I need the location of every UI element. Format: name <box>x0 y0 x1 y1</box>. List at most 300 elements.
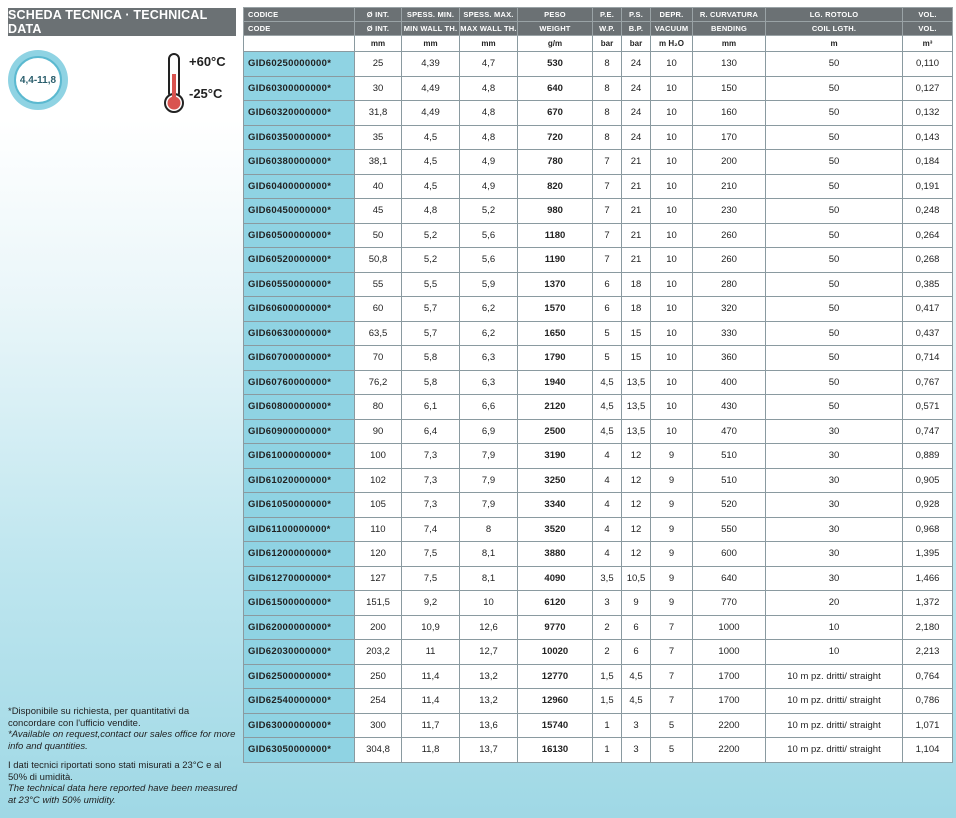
header_en-cell: CODE <box>244 22 355 36</box>
table-cell: 50 <box>766 125 903 150</box>
product-code-cell: GID60250000000* <box>244 52 355 77</box>
table-cell: 3 <box>622 738 651 763</box>
table-cell: 1570 <box>518 297 593 322</box>
table-cell: 11,8 <box>402 738 460 763</box>
table-cell: 1 <box>593 713 622 738</box>
table-cell: 6 <box>593 297 622 322</box>
table-cell: 7,9 <box>460 493 518 518</box>
table-cell: 1370 <box>518 272 593 297</box>
table-cell: 6 <box>593 272 622 297</box>
table-cell: 90 <box>355 419 402 444</box>
table-cell: 360 <box>693 346 766 371</box>
table-cell: 550 <box>693 517 766 542</box>
table-row <box>244 174 953 199</box>
table-cell: 4,5 <box>593 370 622 395</box>
table-cell: 40 <box>355 174 402 199</box>
header_en-cell: WEIGHT <box>518 22 593 36</box>
table-cell: 0,928 <box>903 493 953 518</box>
table-cell: 5,7 <box>402 297 460 322</box>
table-cell: 9,2 <box>402 591 460 616</box>
table-cell: 55 <box>355 272 402 297</box>
table-cell: 980 <box>518 199 593 224</box>
table-cell: 0,764 <box>903 664 953 689</box>
table-cell: 10 <box>651 248 693 273</box>
header_it-cell: PESO <box>518 8 593 22</box>
table-cell: 10020 <box>518 640 593 665</box>
table-cell: 150 <box>693 76 766 101</box>
header_it-cell: P.E. <box>593 8 622 22</box>
table-cell: 0,767 <box>903 370 953 395</box>
table-cell: 50 <box>766 199 903 224</box>
table-cell: 11,4 <box>402 664 460 689</box>
table-cell: 10 <box>651 76 693 101</box>
table-cell: 6,3 <box>460 370 518 395</box>
header_en-cell: VACUUM <box>651 22 693 36</box>
table-cell: 1,104 <box>903 738 953 763</box>
table-row <box>244 689 953 714</box>
sheet-title: SCHEDA TECNICA · TECHNICAL DATA <box>8 8 236 36</box>
table-cell: 10 <box>651 297 693 322</box>
table-row <box>244 493 953 518</box>
table-cell: 18 <box>622 297 651 322</box>
table-cell: 9770 <box>518 615 593 640</box>
header-row-english <box>244 22 953 36</box>
product-code-cell: GID60400000000* <box>244 174 355 199</box>
table-row <box>244 199 953 224</box>
table-cell: 2500 <box>518 419 593 444</box>
table-row <box>244 615 953 640</box>
table-cell: 254 <box>355 689 402 714</box>
table-cell: 2200 <box>693 713 766 738</box>
table-cell: 10 <box>651 395 693 420</box>
table-cell: 13,5 <box>622 395 651 420</box>
table-cell: 12 <box>622 444 651 469</box>
table-cell: 0,268 <box>903 248 953 273</box>
table-cell: 10 m pz. dritti/ straight <box>766 664 903 689</box>
table-cell: 15 <box>622 346 651 371</box>
table-cell: 6,2 <box>460 297 518 322</box>
table-body <box>244 52 953 763</box>
table-cell: 10 <box>651 174 693 199</box>
product-code-cell: GID60800000000* <box>244 395 355 420</box>
table-cell: 10 <box>460 591 518 616</box>
table-row <box>244 640 953 665</box>
table-cell: 10 <box>651 346 693 371</box>
header_it-cell: DEPR. <box>651 8 693 22</box>
table-cell: 0,889 <box>903 444 953 469</box>
table-cell: 12,7 <box>460 640 518 665</box>
header_it-cell: SPESS. MIN. <box>402 8 460 22</box>
table-cell: 20 <box>766 591 903 616</box>
header_en-cell: VOL. <box>903 22 953 36</box>
table-cell: 110 <box>355 517 402 542</box>
table-row <box>244 468 953 493</box>
table-cell: 12 <box>622 468 651 493</box>
table-row <box>244 52 953 77</box>
units-cell: bar <box>593 36 622 52</box>
table-row <box>244 517 953 542</box>
table-cell: 7 <box>651 615 693 640</box>
table-cell: 1,5 <box>593 689 622 714</box>
table-cell: 10 m pz. dritti/ straight <box>766 738 903 763</box>
table-cell: 50 <box>766 321 903 346</box>
measurement-note-en: The technical data here reported have been measured at 23°C with 50% umidity. <box>8 783 238 806</box>
technical-data-table-wrapper <box>243 7 952 763</box>
table-cell: 260 <box>693 223 766 248</box>
table-cell: 10 m pz. dritti/ straight <box>766 689 903 714</box>
table-cell: 10 m pz. dritti/ straight <box>766 713 903 738</box>
product-code-cell: GID60500000000* <box>244 223 355 248</box>
table-cell: 1180 <box>518 223 593 248</box>
table-cell: 0,248 <box>903 199 953 224</box>
table-cell: 10 <box>766 615 903 640</box>
table-cell: 13,5 <box>622 370 651 395</box>
technical-data-table <box>243 7 953 763</box>
table-cell: 5,2 <box>460 199 518 224</box>
product-code-cell: GID60520000000* <box>244 248 355 273</box>
table-cell: 510 <box>693 468 766 493</box>
table-row <box>244 125 953 150</box>
table-cell: 100 <box>355 444 402 469</box>
table-cell: 170 <box>693 125 766 150</box>
table-cell: 520 <box>693 493 766 518</box>
table-row <box>244 395 953 420</box>
table-cell: 200 <box>355 615 402 640</box>
table-cell: 10,5 <box>622 566 651 591</box>
table-cell: 4,7 <box>460 52 518 77</box>
table-cell: 8 <box>593 76 622 101</box>
table-cell: 50 <box>766 272 903 297</box>
table-cell: 7 <box>593 150 622 175</box>
header_en-cell: COIL LGTH. <box>766 22 903 36</box>
table-cell: 1,372 <box>903 591 953 616</box>
product-code-cell: GID61050000000* <box>244 493 355 518</box>
table-cell: 3250 <box>518 468 593 493</box>
table-row <box>244 738 953 763</box>
header_en-cell: MAX WALL TH. <box>460 22 518 36</box>
table-cell: 400 <box>693 370 766 395</box>
table-row <box>244 346 953 371</box>
table-cell: 24 <box>622 125 651 150</box>
product-code-cell: GID61020000000* <box>244 468 355 493</box>
table-row <box>244 713 953 738</box>
table-cell: 9 <box>651 566 693 591</box>
table-cell: 15 <box>622 321 651 346</box>
table-cell: 10 <box>651 52 693 77</box>
table-cell: 4,5 <box>402 125 460 150</box>
table-cell: 105 <box>355 493 402 518</box>
table-cell: 5,7 <box>402 321 460 346</box>
diameter-range-label: 4,4-11,8 <box>14 56 62 104</box>
table-cell: 530 <box>518 52 593 77</box>
table-cell: 0,127 <box>903 76 953 101</box>
table-cell: 7 <box>593 223 622 248</box>
table-cell: 18 <box>622 272 651 297</box>
table-cell: 5,6 <box>460 248 518 273</box>
table-cell: 0,417 <box>903 297 953 322</box>
table-cell: 10 <box>651 101 693 126</box>
table-cell: 50 <box>766 370 903 395</box>
table-cell: 1 <box>593 738 622 763</box>
table-cell: 9 <box>651 542 693 567</box>
table-cell: 7,3 <box>402 468 460 493</box>
table-cell: 4 <box>593 444 622 469</box>
table-cell: 50 <box>766 395 903 420</box>
product-code-cell: GID60900000000* <box>244 419 355 444</box>
table-cell: 2,180 <box>903 615 953 640</box>
units-cell: m³ <box>903 36 953 52</box>
table-cell: 210 <box>693 174 766 199</box>
availability-note-it: *Disponibile su richiesta, per quantitativi da concordare con l'ufficio vendite. <box>8 706 190 729</box>
table-cell: 8 <box>593 101 622 126</box>
table-row <box>244 664 953 689</box>
table-cell: 160 <box>693 101 766 126</box>
diameter-range-badge <box>8 50 68 110</box>
table-cell: 430 <box>693 395 766 420</box>
table-cell: 12960 <box>518 689 593 714</box>
table-cell: 4,5 <box>402 150 460 175</box>
table-row <box>244 370 953 395</box>
product-code-cell: GID61000000000* <box>244 444 355 469</box>
product-code-cell: GID61100000000* <box>244 517 355 542</box>
table-cell: 5,6 <box>460 223 518 248</box>
table-cell: 50 <box>766 346 903 371</box>
table-row <box>244 76 953 101</box>
table-cell: 12770 <box>518 664 593 689</box>
table-cell: 45 <box>355 199 402 224</box>
units-cell: mm <box>693 36 766 52</box>
table-cell: 10 <box>651 150 693 175</box>
product-code-cell: GID62030000000* <box>244 640 355 665</box>
table-cell: 50 <box>766 174 903 199</box>
table-cell: 4,8 <box>460 125 518 150</box>
table-cell: 4,5 <box>622 689 651 714</box>
table-row <box>244 223 953 248</box>
table-cell: 8 <box>460 517 518 542</box>
table-cell: 76,2 <box>355 370 402 395</box>
table-row <box>244 542 953 567</box>
table-cell: 21 <box>622 174 651 199</box>
product-code-cell: GID61270000000* <box>244 566 355 591</box>
table-cell: 50 <box>766 297 903 322</box>
table-cell: 7,5 <box>402 542 460 567</box>
units-cell: m H₂O <box>651 36 693 52</box>
table-cell: 50 <box>766 76 903 101</box>
table-cell: 3340 <box>518 493 593 518</box>
table-cell: 9 <box>622 591 651 616</box>
table-cell: 10 <box>766 640 903 665</box>
table-cell: 600 <box>693 542 766 567</box>
product-code-cell: GID60760000000* <box>244 370 355 395</box>
table-cell: 21 <box>622 150 651 175</box>
product-code-cell: GID60380000000* <box>244 150 355 175</box>
table-cell: 2200 <box>693 738 766 763</box>
table-row <box>244 297 953 322</box>
units-cell <box>244 36 355 52</box>
product-code-cell: GID62500000000* <box>244 664 355 689</box>
table-cell: 250 <box>355 664 402 689</box>
table-cell: 6,4 <box>402 419 460 444</box>
units-cell: g/m <box>518 36 593 52</box>
table-cell: 50 <box>355 223 402 248</box>
table-cell: 5,8 <box>402 370 460 395</box>
table-cell: 4 <box>593 493 622 518</box>
table-cell: 7 <box>593 199 622 224</box>
table-cell: 21 <box>622 223 651 248</box>
table-cell: 470 <box>693 419 766 444</box>
table-cell: 50 <box>766 248 903 273</box>
header_it-cell: LG. ROTOLO <box>766 8 903 22</box>
table-cell: 0,184 <box>903 150 953 175</box>
table-cell: 320 <box>693 297 766 322</box>
units-row <box>244 36 953 52</box>
product-code-cell: GID60630000000* <box>244 321 355 346</box>
table-cell: 9 <box>651 444 693 469</box>
table-cell: 2,213 <box>903 640 953 665</box>
table-cell: 0,143 <box>903 125 953 150</box>
product-code-cell: GID61500000000* <box>244 591 355 616</box>
table-cell: 4,5 <box>593 395 622 420</box>
table-cell: 50 <box>766 150 903 175</box>
table-row <box>244 591 953 616</box>
table-cell: 1650 <box>518 321 593 346</box>
header_it-cell: P.S. <box>622 8 651 22</box>
table-cell: 0,905 <box>903 468 953 493</box>
product-code-cell: GID60350000000* <box>244 125 355 150</box>
table-cell: 11,7 <box>402 713 460 738</box>
table-cell: 10 <box>651 419 693 444</box>
units-cell: bar <box>622 36 651 52</box>
table-cell: 60 <box>355 297 402 322</box>
header_it-cell: R. CURVATURA <box>693 8 766 22</box>
table-cell: 9 <box>651 493 693 518</box>
thermometer-icon <box>160 52 188 114</box>
table-cell: 13,2 <box>460 689 518 714</box>
table-cell: 0,437 <box>903 321 953 346</box>
table-cell: 0,968 <box>903 517 953 542</box>
table-cell: 8,1 <box>460 542 518 567</box>
table-cell: 13,2 <box>460 664 518 689</box>
table-cell: 0,786 <box>903 689 953 714</box>
table-cell: 13,5 <box>622 419 651 444</box>
table-cell: 1000 <box>693 615 766 640</box>
table-cell: 0,571 <box>903 395 953 420</box>
table-cell: 6,9 <box>460 419 518 444</box>
units-cell: m <box>766 36 903 52</box>
table-cell: 4,5 <box>622 664 651 689</box>
table-cell: 1790 <box>518 346 593 371</box>
product-code-cell: GID60700000000* <box>244 346 355 371</box>
product-code-cell: GID61200000000* <box>244 542 355 567</box>
header_en-cell: Ø INT. <box>355 22 402 36</box>
table-cell: 0,191 <box>903 174 953 199</box>
table-cell: 50 <box>766 101 903 126</box>
table-cell: 5 <box>593 346 622 371</box>
units-cell: mm <box>460 36 518 52</box>
table-cell: 4,8 <box>402 199 460 224</box>
table-cell: 510 <box>693 444 766 469</box>
table-cell: 780 <box>518 150 593 175</box>
table-cell: 9 <box>651 517 693 542</box>
table-cell: 24 <box>622 52 651 77</box>
table-cell: 300 <box>355 713 402 738</box>
product-code-cell: GID60320000000* <box>244 101 355 126</box>
header_it-cell: SPESS. MAX. <box>460 8 518 22</box>
table-cell: 4 <box>593 542 622 567</box>
table-cell: 0,264 <box>903 223 953 248</box>
table-cell: 1,5 <box>593 664 622 689</box>
table-cell: 31,8 <box>355 101 402 126</box>
table-cell: 7,3 <box>402 444 460 469</box>
table-row <box>244 101 953 126</box>
table-cell: 3 <box>593 591 622 616</box>
product-code-cell: GID60550000000* <box>244 272 355 297</box>
table-cell: 640 <box>693 566 766 591</box>
product-code-cell: GID63050000000* <box>244 738 355 763</box>
table-cell: 35 <box>355 125 402 150</box>
header_en-cell: B.P. <box>622 22 651 36</box>
table-cell: 304,8 <box>355 738 402 763</box>
table-cell: 4,9 <box>460 174 518 199</box>
table-cell: 30 <box>766 444 903 469</box>
header_it-cell: CODICE <box>244 8 355 22</box>
table-cell: 30 <box>766 566 903 591</box>
table-cell: 80 <box>355 395 402 420</box>
table-cell: 5,8 <box>402 346 460 371</box>
table-cell: 7,5 <box>402 566 460 591</box>
table-cell: 2 <box>593 615 622 640</box>
table-cell: 770 <box>693 591 766 616</box>
table-cell: 11 <box>402 640 460 665</box>
table-cell: 5,2 <box>402 248 460 273</box>
table-cell: 4,49 <box>402 76 460 101</box>
table-cell: 9 <box>651 591 693 616</box>
table-cell: 10 <box>651 125 693 150</box>
table-cell: 102 <box>355 468 402 493</box>
table-cell: 670 <box>518 101 593 126</box>
table-cell: 4090 <box>518 566 593 591</box>
table-cell: 1,071 <box>903 713 953 738</box>
table-row <box>244 272 953 297</box>
table-cell: 0,110 <box>903 52 953 77</box>
table-cell: 4,5 <box>402 174 460 199</box>
table-cell: 4 <box>593 517 622 542</box>
table-cell: 6,1 <box>402 395 460 420</box>
table-cell: 10 <box>651 272 693 297</box>
table-cell: 1,466 <box>903 566 953 591</box>
units-cell: mm <box>355 36 402 52</box>
table-cell: 12 <box>622 517 651 542</box>
table-cell: 7,3 <box>402 493 460 518</box>
table-cell: 6120 <box>518 591 593 616</box>
table-cell: 4,9 <box>460 150 518 175</box>
table-cell: 127 <box>355 566 402 591</box>
table-cell: 21 <box>622 248 651 273</box>
table-cell: 4,49 <box>402 101 460 126</box>
table-cell: 6 <box>622 640 651 665</box>
table-cell: 3520 <box>518 517 593 542</box>
table-cell: 12 <box>622 542 651 567</box>
table-cell: 10 <box>651 370 693 395</box>
header_en-cell: MIN WALL TH. <box>402 22 460 36</box>
table-cell: 3190 <box>518 444 593 469</box>
table-cell: 1700 <box>693 664 766 689</box>
table-cell: 6,6 <box>460 395 518 420</box>
table-cell: 4,8 <box>460 76 518 101</box>
table-cell: 13,7 <box>460 738 518 763</box>
table-cell: 2120 <box>518 395 593 420</box>
table-cell: 7,4 <box>402 517 460 542</box>
